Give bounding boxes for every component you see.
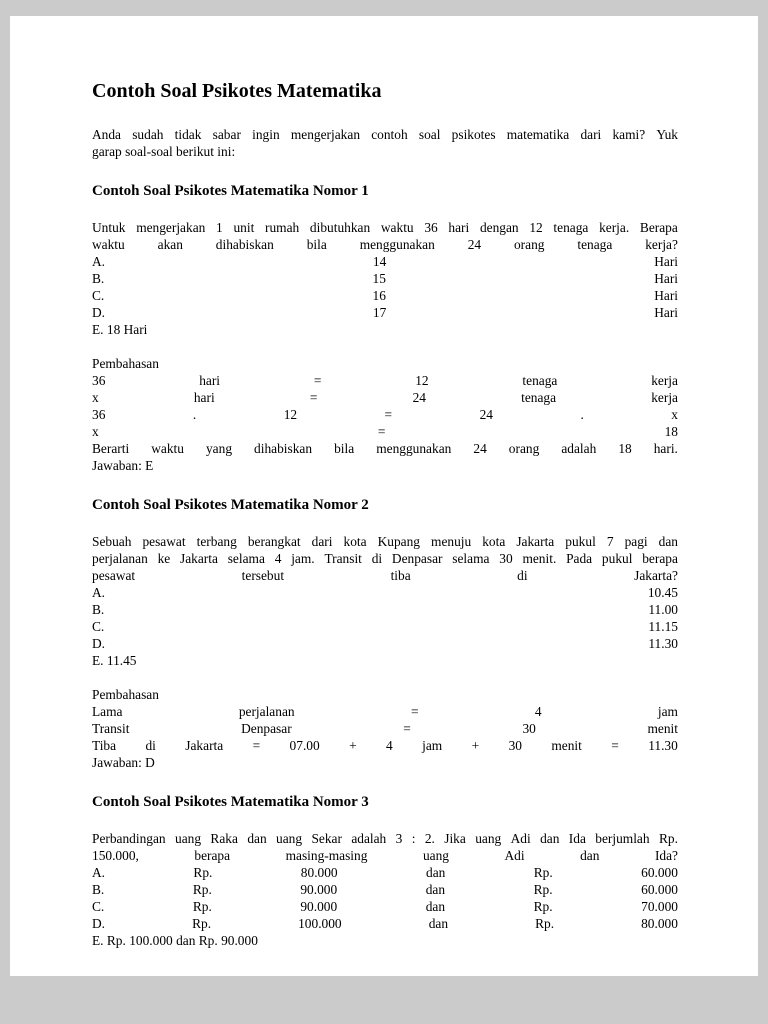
word: masing-masing xyxy=(285,848,368,863)
word: 100.000 xyxy=(298,916,342,931)
word: dan xyxy=(425,899,446,914)
word: dan xyxy=(428,916,449,931)
word: B. xyxy=(92,602,105,617)
option-line: E. 18 Hari xyxy=(92,322,148,337)
word: = xyxy=(377,424,386,439)
section-2 xyxy=(92,496,678,771)
word: dari xyxy=(311,534,333,549)
word: matematika xyxy=(506,127,570,142)
word: A. xyxy=(92,865,106,880)
word: 12 xyxy=(415,373,429,388)
word: Rp. xyxy=(658,831,678,846)
word: Sebuah xyxy=(92,534,132,549)
option-line: E. 11.45 xyxy=(92,653,137,668)
word: 36 xyxy=(92,407,106,422)
word: dan xyxy=(658,534,678,549)
word: Rp. xyxy=(535,916,555,931)
word: 30 xyxy=(499,551,513,566)
word: tenaga xyxy=(577,237,613,252)
word: ke xyxy=(157,551,171,566)
word: kota xyxy=(482,534,506,549)
option-line xyxy=(92,618,678,635)
word: Rp. xyxy=(192,916,212,931)
word: dari xyxy=(580,127,602,142)
word: Pada xyxy=(566,551,593,566)
pembahasan-line xyxy=(92,737,678,754)
word: Rp. xyxy=(533,882,553,897)
word: di xyxy=(517,568,528,583)
option-line xyxy=(92,864,678,881)
section-heading: Contoh Soal Psikotes Matematika Nomor 1 xyxy=(92,183,369,199)
word: kota xyxy=(343,534,367,549)
document-title: Contoh Soal Psikotes Matematika xyxy=(92,80,382,102)
word: 1 xyxy=(216,220,223,235)
word: 11.30 xyxy=(648,738,678,753)
word: 24 xyxy=(479,407,493,422)
word: tidak xyxy=(174,127,202,142)
sections xyxy=(92,182,678,949)
word: pesawat xyxy=(92,568,136,583)
section-3 xyxy=(92,793,678,949)
word: D. xyxy=(92,916,106,931)
word: pagi xyxy=(624,534,648,549)
word: D. xyxy=(92,636,106,651)
word: 4 xyxy=(386,738,393,753)
word: 80.000 xyxy=(641,916,678,931)
word: 2. xyxy=(424,831,435,846)
pembahasan-label: Pembahasan xyxy=(92,356,159,371)
word: Jakarta xyxy=(516,534,555,549)
pembahasan-block xyxy=(92,686,678,771)
word: di xyxy=(145,738,156,753)
option-line xyxy=(92,881,678,898)
section-heading: Contoh Soal Psikotes Matematika Nomor 3 xyxy=(92,794,369,810)
word: 80.000 xyxy=(300,865,338,880)
word: 36 xyxy=(424,220,438,235)
word: Hari xyxy=(654,288,678,303)
pembahasan-label: Pembahasan xyxy=(92,687,159,702)
word: Rp. xyxy=(192,882,212,897)
word: kerja? xyxy=(645,237,678,252)
word: A. xyxy=(92,585,106,600)
word: 12 xyxy=(283,407,298,422)
word: adalah xyxy=(351,831,387,846)
option-line xyxy=(92,898,678,915)
word: 4 xyxy=(534,704,542,719)
word: 60.000 xyxy=(641,882,678,897)
word: kami? xyxy=(612,127,646,142)
word: 15 xyxy=(372,271,386,286)
word: Rp. xyxy=(533,899,553,914)
word: 24 xyxy=(412,390,426,405)
word: Kupang xyxy=(377,534,420,549)
word: Adi xyxy=(504,848,525,863)
word: 14 xyxy=(372,254,387,269)
word: Ida? xyxy=(654,848,678,863)
word: = xyxy=(309,390,318,405)
pembahasan-line: Jawaban: D xyxy=(92,755,155,770)
word: uang xyxy=(475,831,502,846)
pembahasan-block xyxy=(92,355,678,474)
word: bila xyxy=(334,441,355,456)
word: 7 xyxy=(606,534,614,549)
word: dan xyxy=(426,865,446,880)
word: Transit xyxy=(92,721,130,736)
word: 18 xyxy=(664,424,678,439)
word: jam xyxy=(422,738,443,753)
word: x xyxy=(92,424,99,439)
intro-line xyxy=(92,126,678,143)
word: hari xyxy=(199,373,221,388)
word: bila xyxy=(306,237,327,252)
word: jam. xyxy=(291,551,315,566)
word: Lama xyxy=(92,704,123,719)
word: B. xyxy=(92,882,105,897)
word: . xyxy=(192,407,197,422)
options-list xyxy=(92,253,678,338)
word: 18 xyxy=(618,441,632,456)
word: dibutuhkan xyxy=(309,220,371,235)
section-heading: Contoh Soal Psikotes Matematika Nomor 2 xyxy=(92,497,369,513)
word: menggunakan xyxy=(376,441,452,456)
question-line xyxy=(92,236,678,253)
word: Berarti xyxy=(92,441,130,456)
question-line xyxy=(92,847,678,864)
word: mengerjakan xyxy=(136,220,206,235)
pembahasan-line xyxy=(92,389,678,406)
question-paragraph xyxy=(92,533,678,584)
word: C. xyxy=(92,619,105,634)
word: dan xyxy=(425,882,446,897)
option-line: E. Rp. 100.000 dan Rp. 90.000 xyxy=(92,933,258,948)
word: selama xyxy=(227,551,265,566)
options-list xyxy=(92,584,678,669)
word: Hari xyxy=(654,305,678,320)
word: 24 xyxy=(467,237,482,252)
word: 30 xyxy=(522,721,536,736)
option-line xyxy=(92,601,678,618)
word: Hari xyxy=(654,271,678,286)
word: C. xyxy=(92,288,105,303)
word: 90.000 xyxy=(300,899,338,914)
word: Ida xyxy=(568,831,586,846)
word: menuju xyxy=(431,534,472,549)
word: Denpasar xyxy=(391,551,443,566)
word: 12 xyxy=(529,220,543,235)
word: sabar xyxy=(212,127,241,142)
word: 10.45 xyxy=(647,585,678,600)
word: pukul xyxy=(565,534,596,549)
word: kerja. xyxy=(599,220,630,235)
word: orang xyxy=(508,441,540,456)
question-line xyxy=(92,830,678,847)
word: Jika xyxy=(444,831,466,846)
word: soal xyxy=(418,127,441,142)
word: sudah xyxy=(132,127,164,142)
question-paragraph xyxy=(92,219,678,253)
intro-line: garap soal-soal berikut ini: xyxy=(92,144,236,159)
word: 3 xyxy=(395,831,403,846)
word: psikotes xyxy=(451,127,496,142)
word: uang xyxy=(422,848,449,863)
word: menit. xyxy=(522,551,557,566)
word: hari xyxy=(448,220,470,235)
word: Jakarta xyxy=(185,738,224,753)
option-line xyxy=(92,270,678,287)
word: : xyxy=(411,831,416,846)
word: pukul xyxy=(601,551,633,566)
word: Rp. xyxy=(193,865,213,880)
question-line xyxy=(92,219,678,236)
pembahasan-line xyxy=(92,703,678,720)
word: dan xyxy=(540,831,560,846)
options-list xyxy=(92,864,678,949)
word: tiba xyxy=(390,568,411,583)
word: contoh xyxy=(371,127,408,142)
word: = xyxy=(403,721,411,736)
word: C. xyxy=(92,899,105,914)
word: Rp. xyxy=(533,865,553,880)
word: tenaga xyxy=(553,220,589,235)
word: terbang xyxy=(196,534,237,549)
pembahasan-line xyxy=(92,440,678,457)
word: perjalanan xyxy=(92,551,148,566)
word: = xyxy=(410,704,419,719)
word: Yuk xyxy=(656,127,678,142)
word: 24 xyxy=(473,441,487,456)
word: 16 xyxy=(372,288,386,303)
word: adalah xyxy=(561,441,597,456)
word: menggunakan xyxy=(359,237,435,252)
word: 11.00 xyxy=(648,602,678,617)
word: . xyxy=(580,407,584,422)
question-line xyxy=(92,567,678,584)
word: Hari xyxy=(654,254,678,269)
word: hari xyxy=(193,390,215,405)
document-page xyxy=(10,16,758,976)
word: waktu xyxy=(380,220,414,235)
word: = xyxy=(611,738,619,753)
word: dengan xyxy=(479,220,519,235)
word: uang xyxy=(175,831,202,846)
word: = xyxy=(252,738,261,753)
word: berapa xyxy=(642,551,678,566)
word: orang xyxy=(513,237,545,252)
word: + xyxy=(349,738,357,753)
question-paragraph xyxy=(92,830,678,864)
word: 07.00 xyxy=(289,738,320,753)
word: 17 xyxy=(372,305,387,320)
option-line xyxy=(92,635,678,652)
word: Jakarta? xyxy=(634,568,678,583)
word: tenaga xyxy=(521,390,557,405)
word: waktu xyxy=(151,441,184,456)
word: kerja xyxy=(651,373,678,388)
option-line xyxy=(92,253,678,270)
word: tersebut xyxy=(241,568,285,583)
word: di xyxy=(371,551,383,566)
word: Jakarta xyxy=(180,551,218,566)
word: hari. xyxy=(653,441,678,456)
word: berjumlah xyxy=(595,831,650,846)
pembahasan-line xyxy=(92,372,678,389)
word: x xyxy=(671,407,678,422)
word: dan xyxy=(247,831,267,846)
word: selama xyxy=(452,551,490,566)
word: waktu xyxy=(92,237,125,252)
intro-paragraph xyxy=(92,126,678,160)
word: dan xyxy=(580,848,600,863)
word: rumah xyxy=(265,220,300,235)
word: ingin xyxy=(252,127,280,142)
word: mengerjakan xyxy=(290,127,361,142)
word: Rp. xyxy=(192,899,212,914)
word: Denpasar xyxy=(241,721,292,736)
pembahasan-line: Jawaban: E xyxy=(92,458,154,473)
pembahasan-line xyxy=(92,423,678,440)
word: kerja xyxy=(651,390,678,405)
question-line xyxy=(92,533,678,550)
word: Berapa xyxy=(639,220,678,235)
word: Untuk xyxy=(92,220,126,235)
word: 30 xyxy=(508,738,522,753)
word: yang xyxy=(205,441,233,456)
word: menit xyxy=(551,738,582,753)
word: akan xyxy=(157,237,183,252)
word: dihabiskan xyxy=(215,237,274,252)
word: 60.000 xyxy=(641,865,678,880)
word: Anda xyxy=(92,127,122,142)
word: Perbandingan xyxy=(92,831,166,846)
option-line xyxy=(92,304,678,321)
word: 36 xyxy=(92,373,106,388)
word: = xyxy=(313,373,322,388)
word: 70.000 xyxy=(641,899,678,914)
word: menit xyxy=(647,721,678,736)
word: x xyxy=(92,390,99,405)
section-1 xyxy=(92,182,678,474)
word: berangkat xyxy=(247,534,301,549)
word: Adi xyxy=(510,831,531,846)
word: uang xyxy=(276,831,303,846)
word: jam xyxy=(657,704,678,719)
word: = xyxy=(384,407,393,422)
word: pesawat xyxy=(142,534,186,549)
word: B. xyxy=(92,271,105,286)
word: A. xyxy=(92,254,106,269)
word: perjalanan xyxy=(238,704,295,719)
question-line xyxy=(92,550,678,567)
option-line xyxy=(92,287,678,304)
option-line xyxy=(92,915,678,932)
word: tenaga xyxy=(522,373,558,388)
word: Transit xyxy=(324,551,362,566)
word: 11.30 xyxy=(648,636,678,651)
option-line xyxy=(92,584,678,601)
word: Sekar xyxy=(311,831,342,846)
pembahasan-line xyxy=(92,406,678,423)
word: Raka xyxy=(210,831,238,846)
word: 90.000 xyxy=(300,882,338,897)
word: D. xyxy=(92,305,106,320)
word: 150.000, xyxy=(92,848,139,863)
word: + xyxy=(471,738,480,753)
word: dihabiskan xyxy=(254,441,313,456)
word: 11.15 xyxy=(648,619,678,634)
word: 4 xyxy=(274,551,282,566)
word: Tiba xyxy=(92,738,117,753)
word: unit xyxy=(233,220,255,235)
pembahasan-line xyxy=(92,720,678,737)
word: berapa xyxy=(194,848,231,863)
